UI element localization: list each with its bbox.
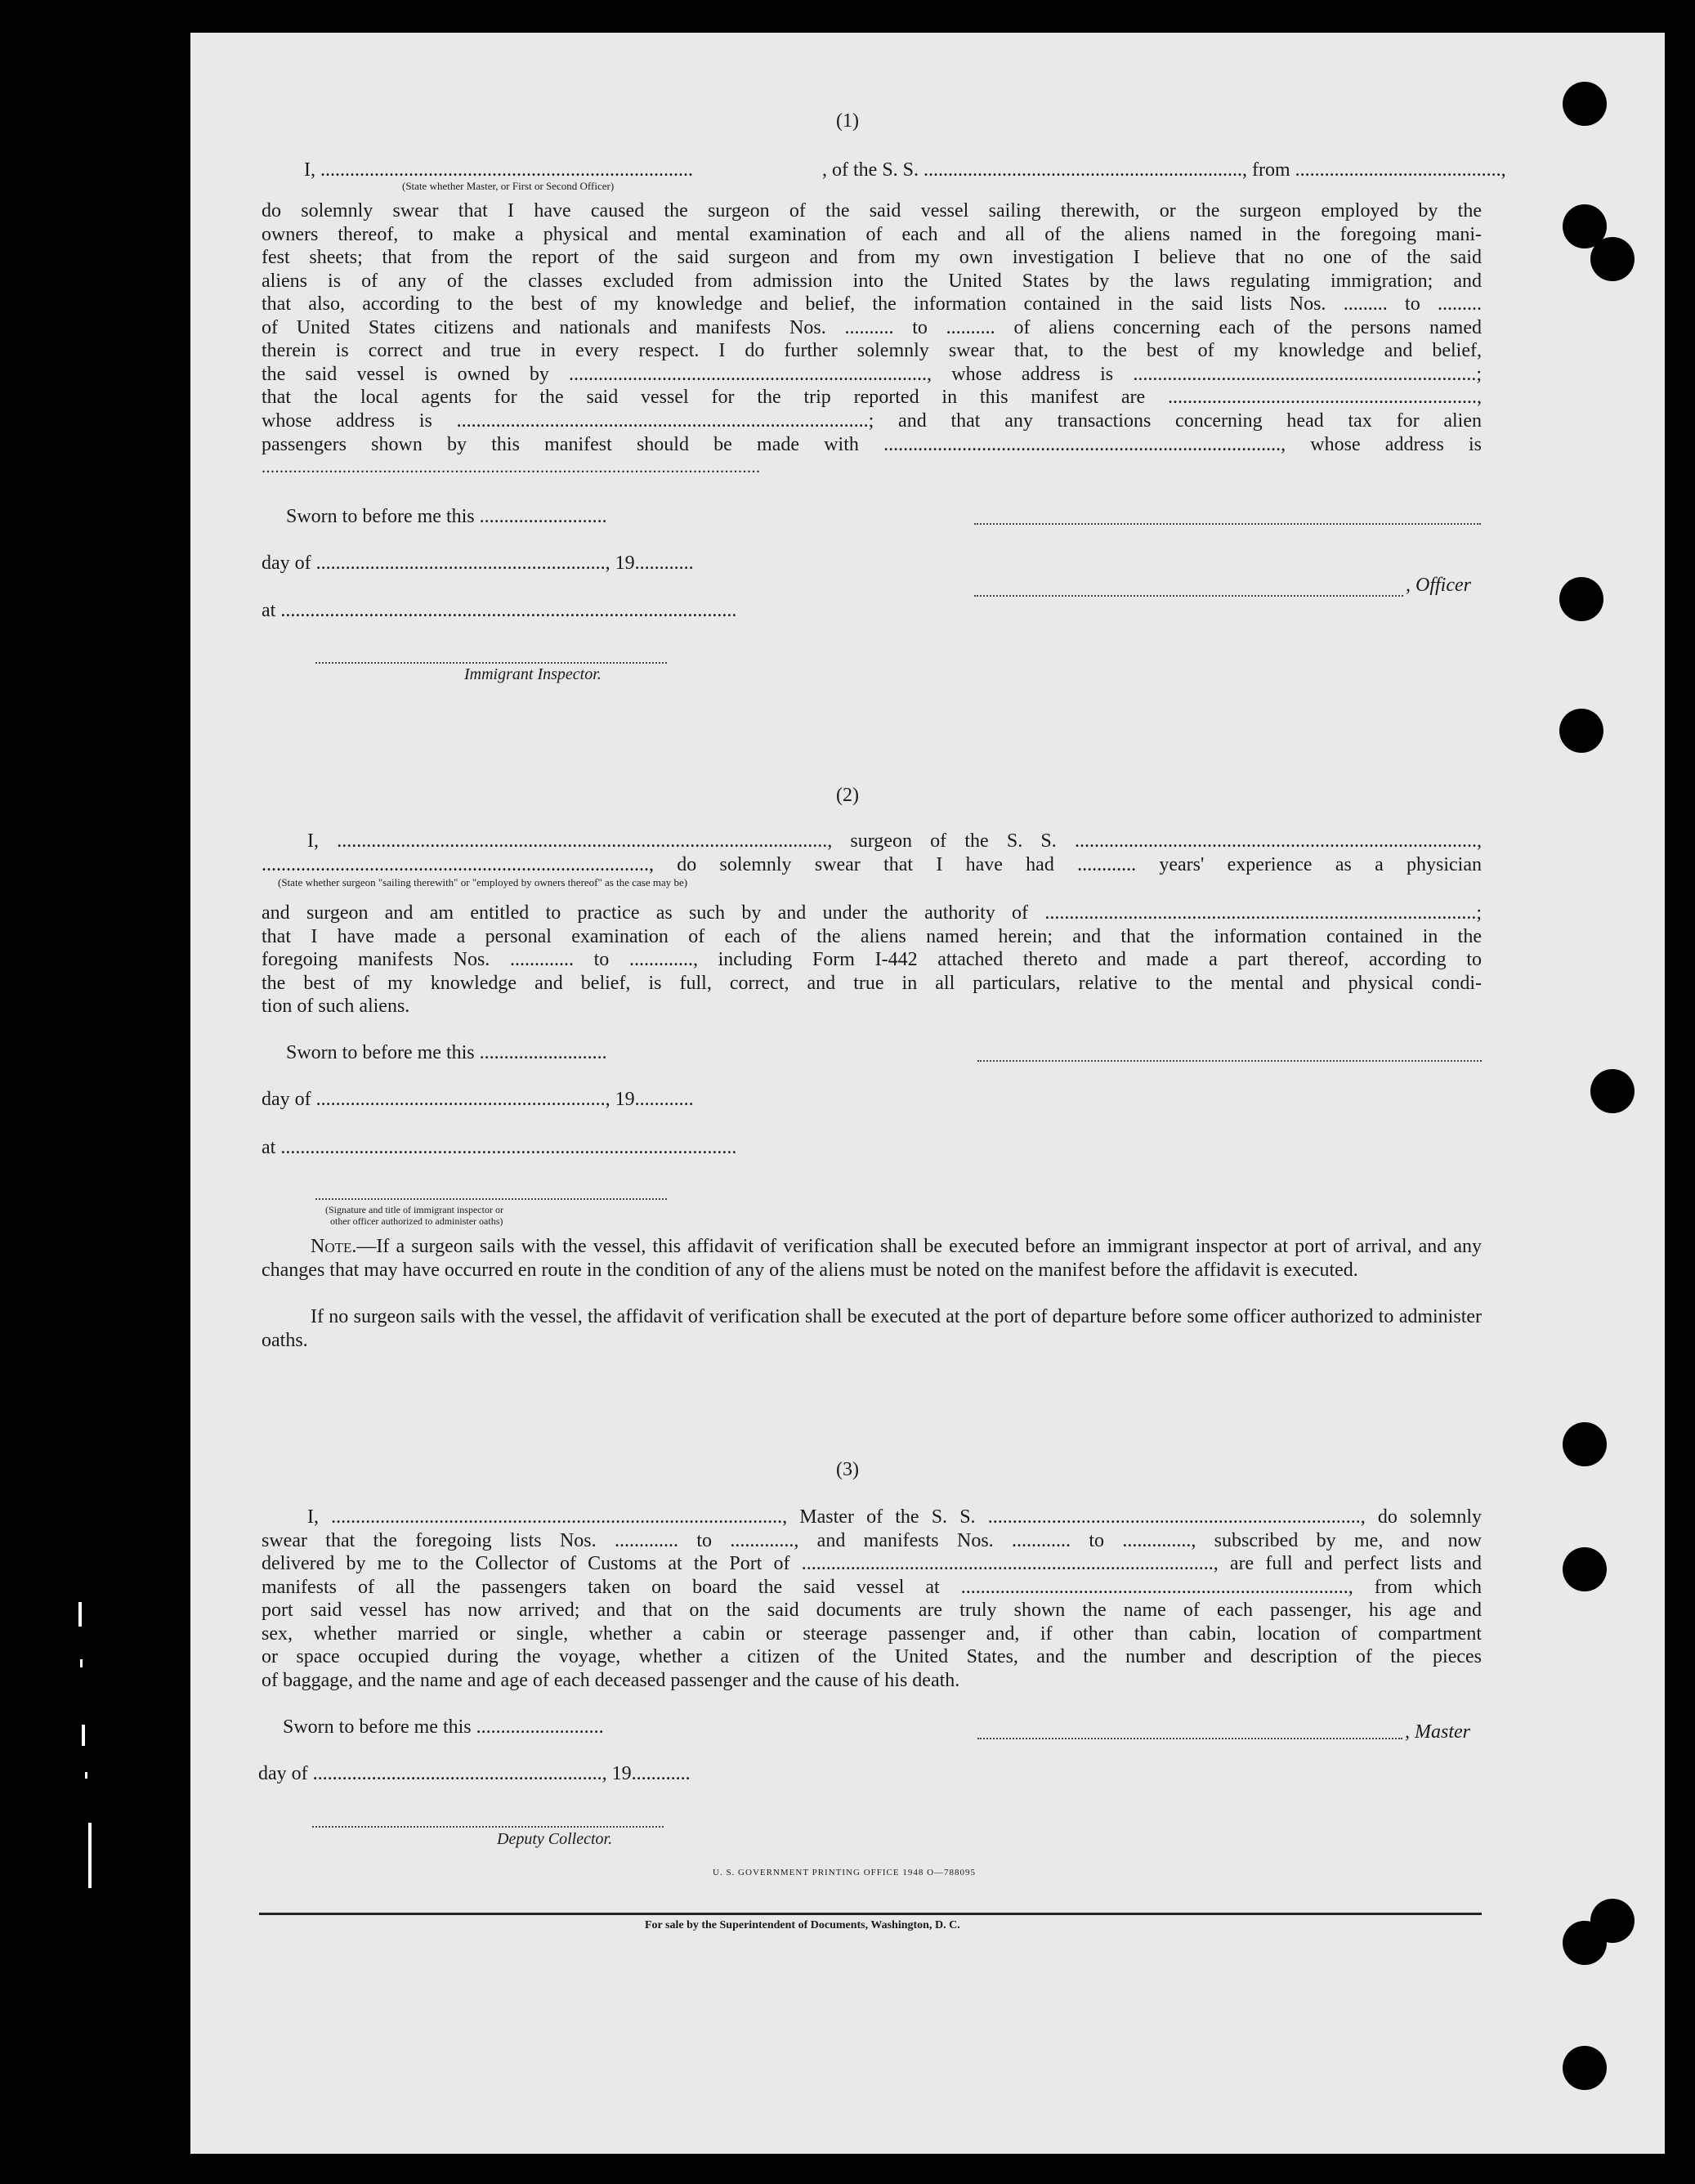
section-1-inspector-caption: Immigrant Inspector. xyxy=(464,665,602,683)
punch-hole xyxy=(1563,2046,1607,2090)
section-1-line-12: passengers shown by this manifest should be made with ................................................................................., whose address is xyxy=(262,434,1482,455)
sale-notice: For sale by the Superintendent of Documents, Washington, D. C. xyxy=(645,1919,960,1931)
note-text: —If a surgeon sails with the vessel, this affidavit of verification shall be executed before an immigrant inspector at port of arrival, and any changes that may have occurred en route in the condition of any of the aliens must be noted on the manifest before the affidavit is executed. xyxy=(262,1236,1482,1281)
section-2-number: (2) xyxy=(836,785,859,806)
punch-hole xyxy=(1590,237,1635,281)
section-1-sworn: Sworn to before me this .......................... xyxy=(286,506,607,527)
section-2-inspector-line xyxy=(315,1198,667,1200)
section-1-line-7: of United States citizens and nationals and manifests Nos. .......... to .......... of aliens concerning each of the persons named xyxy=(262,317,1482,338)
section-2-line-7: tion of such aliens. xyxy=(262,996,410,1017)
section-2-line-2-caption: (State whether surgeon "sailing therewith" or "employed by owners thereof" as the case may be) xyxy=(278,876,688,888)
section-1-line-10: that the local agents for the said vessel for the trip reported in this manifest are ..............................................................., xyxy=(262,387,1482,408)
section-2-line-2: ..............................................................................., do solemnly swear that I have had ............ years' experience as a physician xyxy=(262,854,1482,875)
scan-speck xyxy=(80,1659,83,1667)
section-2-sig-caption-1: (Signature and title of immigrant inspector or xyxy=(325,1204,503,1215)
section-1-last-line: ............................................................................................................... xyxy=(262,459,761,477)
section-1-line-9: the said vessel is owned by ........................................................................., whose address is ......................................................................; xyxy=(262,364,1482,385)
section-1-number: (1) xyxy=(836,110,859,132)
section-1-inspector-line xyxy=(315,662,667,664)
punch-hole xyxy=(1590,1069,1635,1113)
section-3-line-7: or space occupied during the voyage, whether a citizen of the United States, and the number and description of the pieces xyxy=(262,1646,1482,1667)
section-2-line-4: that I have made a personal examination of each of the aliens named herein; and that the information contained in the xyxy=(262,926,1482,947)
section-1-line-11: whose address is ....................................................................................; and that any transactions concerning head tax for alien xyxy=(262,410,1482,432)
section-2-line-1: I, ...................................................................................................., surgeon of the S. S. .................................................................................., xyxy=(307,830,1482,852)
section-1-line-6: that also, according to the best of my knowledge and belief, the information contained in the said lists Nos. ......... to ......... xyxy=(262,293,1482,315)
section-3-line-4: manifests of all the passengers taken on board the said vessel at ..............................................................................., from which xyxy=(262,1577,1482,1598)
section-3-collector-line xyxy=(312,1826,664,1828)
punch-hole xyxy=(1563,1547,1607,1591)
punch-hole xyxy=(1559,577,1603,621)
scan-speck xyxy=(85,1772,87,1779)
footer-rule xyxy=(259,1913,1482,1915)
section-3-line-6: sex, whether married or single, whether a cabin or steerage passenger and, if other than cabin, location of compartment xyxy=(262,1623,1482,1645)
section-2-note-1 xyxy=(262,1235,1482,1282)
section-3-line-8: of baggage, and the name and age of each deceased passenger and the cause of his death. xyxy=(262,1670,960,1691)
scan-speck xyxy=(88,1823,92,1888)
punch-hole xyxy=(1563,1921,1607,1965)
section-1-line-1-mid: , of the S. S. ................................................................., from .........................................., xyxy=(822,159,1506,181)
section-3-master-line xyxy=(977,1738,1402,1739)
section-2-line-3: and surgeon and am entitled to practice as such by and under the authority of ........................................................................................; xyxy=(262,902,1482,924)
section-2-at: at ............................................................................................. xyxy=(262,1137,737,1158)
section-3-collector-caption: Deputy Collector. xyxy=(497,1830,613,1848)
section-1-line-1-caption: (State whether Master, or First or Second Officer) xyxy=(402,180,615,192)
section-1-line-5: aliens is of any of the classes excluded from admission into the United States by the laws regulating immigration; and xyxy=(262,271,1482,292)
section-1-line-2: do solemnly swear that I have caused the surgeon of the said vessel sailing therewith, or the surgeon employed by the xyxy=(262,200,1482,222)
section-2-signature-line xyxy=(977,1060,1482,1062)
section-3-master-caption: , Master xyxy=(1405,1721,1470,1743)
scan-speck xyxy=(82,1725,85,1746)
section-2-line-5: foregoing manifests Nos. ............. to ............., including Form I-442 attached thereto and made a part thereof, according to xyxy=(262,949,1482,970)
section-3-line-1: I, ............................................................................................, Master of the S. S. ............................................................................, do solemnly xyxy=(307,1506,1482,1528)
section-1-officer-line xyxy=(974,595,1403,597)
gpo-imprint: U. S. GOVERNMENT PRINTING OFFICE 1948 O—788095 xyxy=(713,1868,977,1877)
section-3-number: (3) xyxy=(836,1459,859,1480)
section-2-day-of: day of ..........................................................., 19............ xyxy=(262,1089,694,1110)
note-label: Note. xyxy=(311,1236,357,1257)
section-1-officer-caption: , Officer xyxy=(1406,575,1471,596)
section-1-signature-line xyxy=(974,523,1481,525)
section-1-line-8: therein is correct and true in every respect. I do further solemnly swear that, to the best of my knowledge and belief, xyxy=(262,340,1482,361)
section-1-day-of: day of ..........................................................., 19............ xyxy=(262,553,694,574)
section-2-line-6: the best of my knowledge and belief, is full, correct, and true in all particulars, relative to the mental and physical condi- xyxy=(262,973,1482,994)
section-3-day-of: day of ..........................................................., 19............ xyxy=(258,1763,691,1784)
section-1-line-1-pre: I, ............................................................................ xyxy=(304,159,693,181)
scan-speck xyxy=(78,1602,82,1627)
section-2-note-2: If no surgeon sails with the vessel, the affidavit of verification shall be executed at the port of departure before some officer authorized to administer oaths. xyxy=(262,1306,1482,1351)
section-1-at: at ............................................................................................. xyxy=(262,600,737,621)
section-2-sig-caption-2: other officer authorized to administer oaths) xyxy=(330,1215,503,1227)
section-3-line-3: delivered by me to the Collector of Customs at the Port of ...................................................................................., are full and perfect lists and xyxy=(262,1553,1482,1574)
section-3-sworn: Sworn to before me this .......................... xyxy=(283,1716,604,1738)
section-3-line-2: swear that the foregoing lists Nos. ............. to ............., and manifests Nos. ............ to .............., subscribed by me, and now xyxy=(262,1530,1482,1551)
section-2-sworn: Sworn to before me this .......................... xyxy=(286,1042,607,1063)
section-1-line-4: fest sheets; that from the report of the said surgeon and from my own investigation I believe that no one of the said xyxy=(262,247,1482,268)
section-1-line-3: owners thereof, to make a physical and mental examination of each and all of the aliens named in the foregoing mani- xyxy=(262,224,1482,245)
punch-hole xyxy=(1559,709,1603,753)
section-3-line-5: port said vessel has now arrived; and that on the said documents are truly shown the name of each passenger, his age and xyxy=(262,1600,1482,1621)
